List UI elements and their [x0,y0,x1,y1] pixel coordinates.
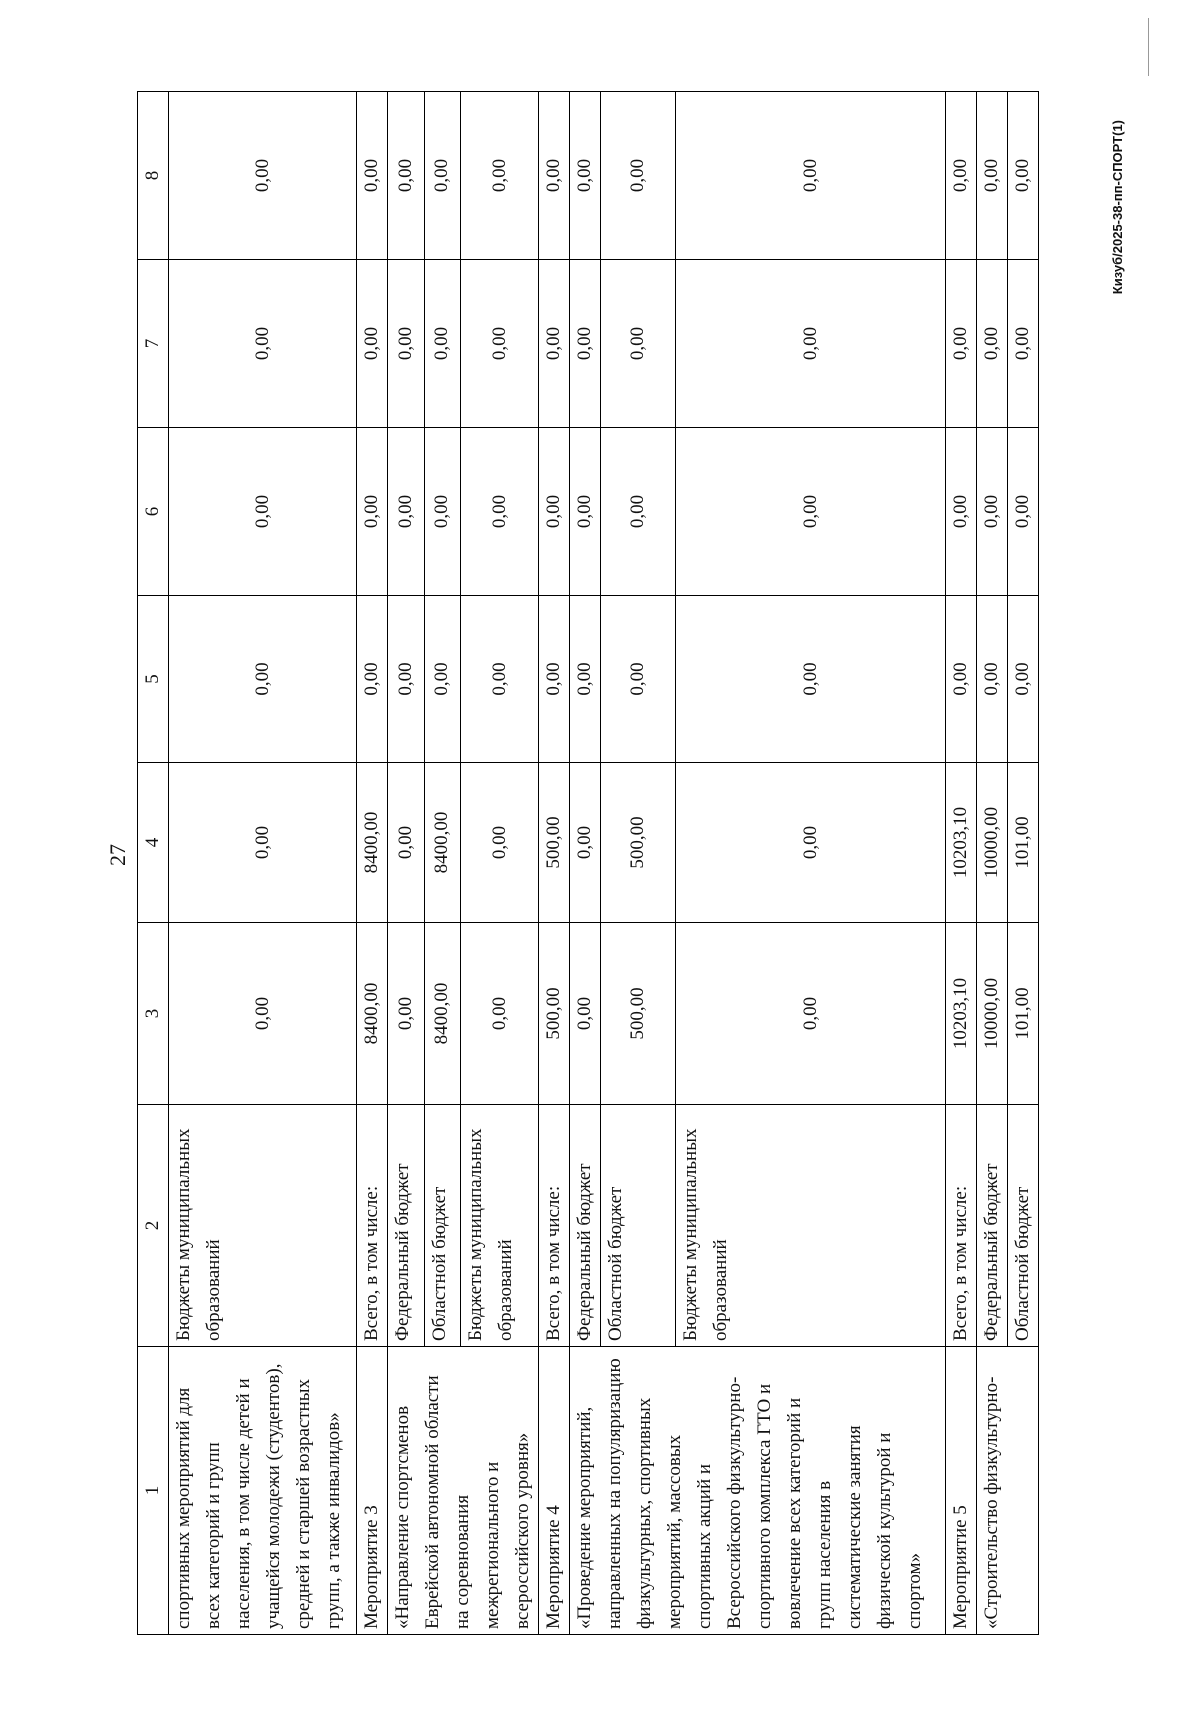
value-cell: 0,00 [461,92,539,260]
value-cell: 0,00 [1008,260,1039,428]
value-cell: 0,00 [461,923,539,1105]
value-cell: 0,00 [357,92,388,260]
value-cell: 10203,10 [946,923,977,1105]
rotated-page-content [105,92,1075,1635]
value-cell: 0,00 [946,428,977,596]
value-cell: 500,00 [601,763,676,923]
value-cell: 8400,00 [424,763,461,923]
funding-source: Бюджеты муниципальных образований [676,1105,946,1347]
value-cell: 0,00 [461,260,539,428]
value-cell: 0,00 [946,596,977,763]
row-description: Мероприятие 3 [357,1347,388,1635]
funding-source: Областной бюджет [601,1105,676,1347]
col-header-7: 7 [138,260,169,428]
col-header-6: 6 [138,428,169,596]
value-cell: 0,00 [676,428,946,596]
value-cell: 0,00 [169,428,357,596]
funding-source: Бюджеты муниципальных образований [169,1105,357,1347]
col-header-8: 8 [138,92,169,260]
value-cell: 0,00 [946,92,977,260]
value-cell: 0,00 [424,260,461,428]
value-cell: 0,00 [539,596,570,763]
row-description: «Проведение мероприятий, направленных на популяризацию физкультурных, спортивных мероприятий, массовых спортивных акций и Всероссийского физкультурно-спортивного комплекса ГТО и вовлечение всех категорий и групп населения в систематические занятия физической культурой и спортом» [570,1347,946,1635]
funding-source: Областной бюджет [424,1105,461,1347]
budget-table [137,91,1039,1635]
value-cell: 8400,00 [357,763,388,923]
value-cell: 0,00 [169,260,357,428]
value-cell: 101,00 [1008,923,1039,1105]
value-cell: 0,00 [676,260,946,428]
value-cell: 0,00 [357,260,388,428]
value-cell: 0,00 [601,596,676,763]
value-cell: 0,00 [169,596,357,763]
value-cell: 0,00 [977,92,1008,260]
funding-source: Областной бюджет [1008,1105,1039,1347]
value-cell: 0,00 [388,428,425,596]
funding-source: Всего, в том числе: [946,1105,977,1347]
value-cell: 0,00 [977,428,1008,596]
value-cell: 10000,00 [977,923,1008,1105]
value-cell: 0,00 [1008,92,1039,260]
value-cell: 8400,00 [424,923,461,1105]
value-cell: 0,00 [357,596,388,763]
value-cell: 0,00 [570,92,601,260]
value-cell: 0,00 [424,596,461,763]
funding-source: Федеральный бюджет [388,1105,425,1347]
value-cell: 0,00 [601,428,676,596]
table-row [946,92,977,1635]
value-cell: 0,00 [570,596,601,763]
value-cell: 0,00 [1008,428,1039,596]
value-cell: 0,00 [461,428,539,596]
col-header-4: 4 [138,763,169,923]
table-row [388,92,425,1635]
value-cell: 0,00 [570,763,601,923]
value-cell: 0,00 [977,596,1008,763]
value-cell: 0,00 [570,260,601,428]
value-cell: 500,00 [539,763,570,923]
value-cell: 0,00 [424,428,461,596]
header-row [138,92,169,1635]
funding-source: Всего, в том числе: [357,1105,388,1347]
table-row [169,92,357,1635]
value-cell: 0,00 [676,596,946,763]
value-cell: 0,00 [676,763,946,923]
value-cell: 0,00 [539,92,570,260]
scan-edge-line [1148,18,1149,76]
value-cell: 0,00 [539,428,570,596]
row-description: Мероприятие 5 [946,1347,977,1635]
funding-source: Федеральный бюджет [570,1105,601,1347]
value-cell: 0,00 [388,923,425,1105]
col-header-3: 3 [138,923,169,1105]
value-cell: 0,00 [169,763,357,923]
value-cell: 0,00 [539,260,570,428]
value-cell: 0,00 [461,763,539,923]
table-row [570,92,601,1635]
value-cell: 500,00 [539,923,570,1105]
value-cell: 0,00 [676,92,946,260]
col-header-2: 2 [138,1105,169,1347]
table-row [357,92,388,1635]
value-cell: 0,00 [977,260,1008,428]
value-cell: 0,00 [357,428,388,596]
value-cell: 500,00 [601,923,676,1105]
value-cell: 0,00 [388,763,425,923]
value-cell: 101,00 [1008,763,1039,923]
value-cell: 0,00 [570,428,601,596]
page-number: 27 [105,844,130,866]
col-header-5: 5 [138,596,169,763]
funding-source: Бюджеты муниципальных образований [461,1105,539,1347]
value-cell: 0,00 [946,260,977,428]
table-row [539,92,570,1635]
value-cell: 0,00 [388,596,425,763]
table-row [977,92,1008,1635]
value-cell: 0,00 [461,596,539,763]
value-cell: 0,00 [388,260,425,428]
document-stamp: Кизуб/2025-38-пп-СПОРТ(1) [1110,120,1125,295]
value-cell: 0,00 [424,92,461,260]
row-description: спортивных мероприятий для всех категорий и групп населения, в том числе детей и учащейся молодежи (студентов), средней и старшей возрастных групп, а также инвалидов» [169,1347,357,1635]
value-cell: 0,00 [601,92,676,260]
row-description: Мероприятие 4 [539,1347,570,1635]
col-header-1: 1 [138,1347,169,1635]
value-cell: 0,00 [388,92,425,260]
value-cell: 0,00 [1008,596,1039,763]
value-cell: 0,00 [601,260,676,428]
value-cell: 0,00 [570,923,601,1105]
value-cell: 10000,00 [977,763,1008,923]
value-cell: 0,00 [169,923,357,1105]
funding-source: Федеральный бюджет [977,1105,1008,1347]
value-cell: 0,00 [676,923,946,1105]
funding-source: Всего, в том числе: [539,1105,570,1347]
row-description: «Направление спортсменов Еврейской автономной области на соревнования межрегионального и всероссийского уровня» [388,1347,539,1635]
row-description: «Строительство физкультурно- [977,1347,1039,1635]
value-cell: 10203,10 [946,763,977,923]
value-cell: 8400,00 [357,923,388,1105]
value-cell: 0,00 [169,92,357,260]
